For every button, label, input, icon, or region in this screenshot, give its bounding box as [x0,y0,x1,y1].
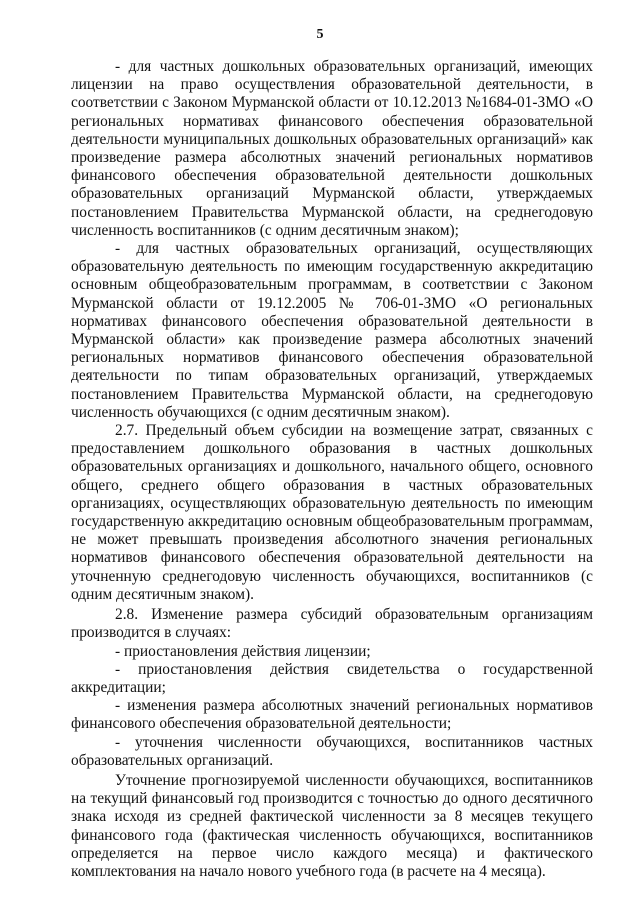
paragraph-general-education-subsidy: - для частных образовательных организаций, осуществляющих образовательную деятельность по имеющим государственную аккредитацию основным общеобразовательным программам, в соответствии с Законом Мурманской области от 19.12.2005 № 706-01-ЗМО «О региональных нормативах финансового обеспечения образовательной деятельности в Мурманской области» как произведение размера абсолютных значений региональных нормативов финансового обеспечения образовательной деятельности по типам образовательных организаций, утверждаемых постановлением Правительства Мурманской области, на среднегодовую численность обучающихся (с одним десятичным знаком). [71,240,593,421]
list-item-normative-change: - изменения размера абсолютных значений региональных нормативов финансового обеспечения образовательной деятельности; [71,697,593,733]
document-body [71,58,593,881]
paragraph-preschool-subsidy: - для частных дошкольных образовательных организаций, имеющих лицензии на право осуществления образовательной деятельности, в соответствии с Законом Мурманской области от 10.12.2013 №1684-01-ЗМО «О региональных нормативах финансового обеспечения образовательной деятельности муниципальных дошкольных образовательных организаций» как произведение размера абсолютных значений региональных нормативов финансового обеспечения образовательной деятельности дошкольных образовательных организаций Мурманской области, утверждаемых постановлением Правительства Мурманской области, на среднегодовую численность воспитанников (с одним десятичным знаком); [71,58,593,239]
paragraph-headcount-forecast: Уточнение прогнозируемой численности обучающихся, воспитанников на текущий финансовый год производится с точностью до одного десятичного знака исходя из средней фактической численности за 8 месяцев текущего финансового года (фактическая численность обучающихся, воспитанников определяется на первое число каждого месяца) и фактического комплектования на начало нового учебного года (в расчете на 4 месяца). [71,771,593,880]
paragraph-2-7-subsidy-limit: 2.7. Предельный объем субсидии на возмещение затрат, связанных с предоставлением дошкольного образования в частных дошкольных образовательных организациях и дошкольного, начального общего, основного общего, среднего общего образования в частных образовательных организациях, осуществляющих образовательную деятельность по имеющим государственную аккредитацию основным общеобразовательным программам, не может превышать произведения абсолютного значения региональных нормативов финансового обеспечения образовательной деятельности на уточненную среднегодовую численность обучающихся, воспитанников (с одним десятичным знаком). [71,422,593,603]
page-number: 5 [316,27,324,42]
list-item-headcount-update: - уточнения численности обучающихся, воспитанников частных образовательных организаций. [71,733,593,769]
list-item-license-suspension: - приостановления действия лицензии; [115,642,371,660]
paragraph-2-8-subsidy-changes: 2.8. Изменение размера субсидий образовательным организациям производится в случаях: [71,606,593,642]
list-item-accreditation-suspension: - приостановления действия свидетельства о государственной аккредитации; [71,660,593,696]
